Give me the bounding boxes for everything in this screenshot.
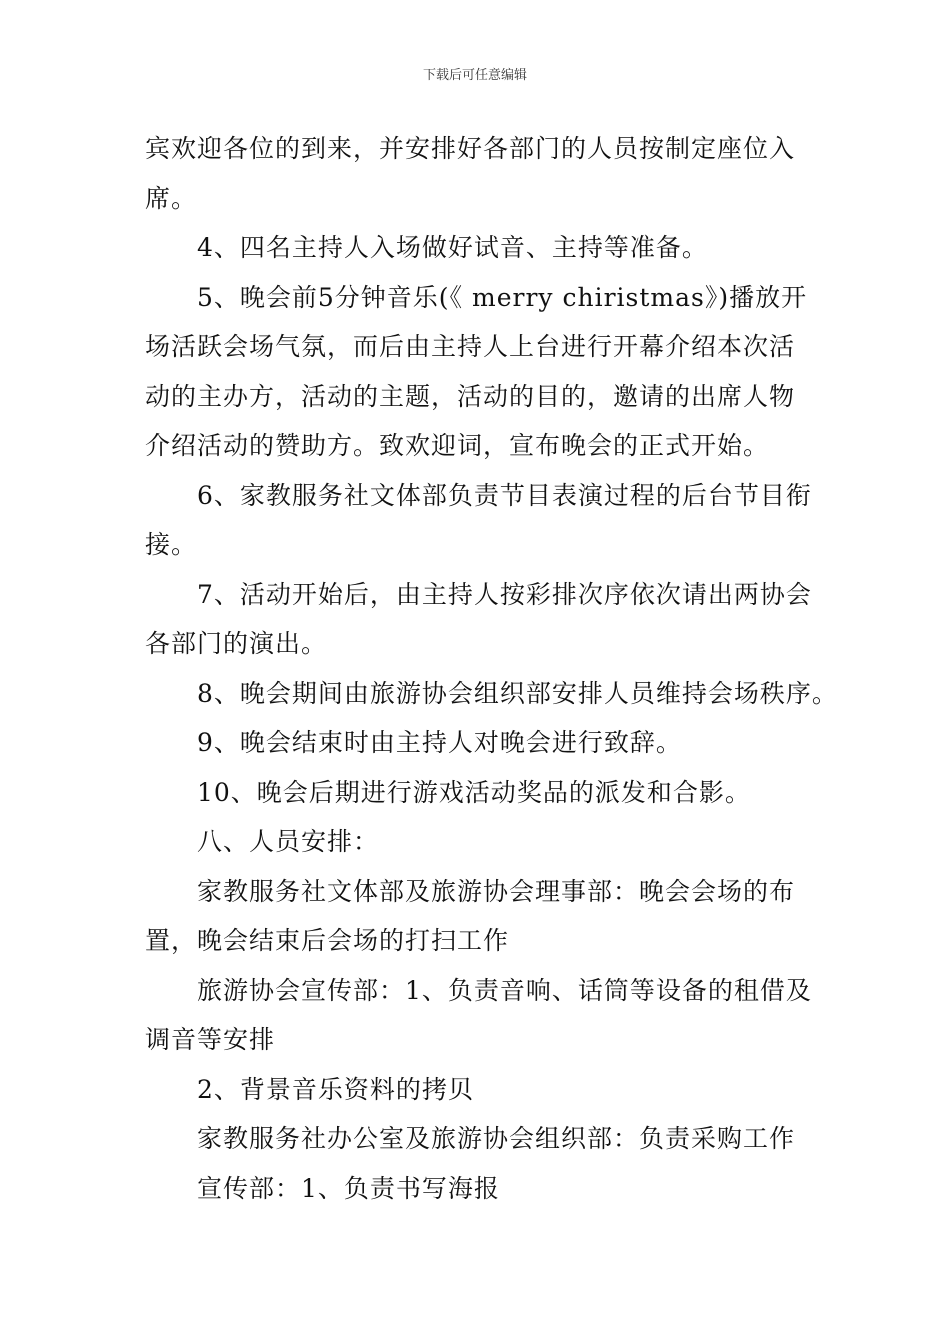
paragraph-line: 宾欢迎各位的到来，并安排好各部门的人员按制定座位入: [145, 134, 796, 163]
paragraph-line: 动的主办方，活动的主题，活动的目的，邀请的出席人物: [145, 381, 796, 411]
paragraph-line: 场活跃会场气氛，而后由主持人上台进行开幕介绍本次活: [145, 332, 796, 361]
paragraph-line: 10、晚会后期进行游戏活动奖品的派发和合影。: [197, 777, 751, 807]
document-body: [145, 124, 838, 1213]
paragraph-line: 调音等安排: [145, 1025, 276, 1054]
paragraph-line: 2、背景音乐资料的拷贝: [197, 1074, 474, 1104]
paragraph-line: 6、家教服务社文体部负责节目表演过程的后台节目衔: [197, 480, 812, 510]
paragraph-line: 7、活动开始后，由主持人按彩排次序依次请出两协会: [197, 579, 812, 609]
paragraph-line: 席。: [145, 183, 198, 213]
paragraph-line: 宣传部：1、负责书写海报: [197, 1173, 500, 1203]
paragraph-line: 介绍活动的赞助方。致欢迎词，宣布晚会的正式开始。: [145, 431, 770, 460]
paragraph-line: 旅游协会宣传部：1、负责音响、话筒等设备的租借及: [197, 975, 812, 1005]
paragraph-line: 4、四名主持人入场做好试音、主持等准备。: [197, 233, 708, 262]
paragraph-line: 置，晚会结束后会场的打扫工作: [145, 926, 510, 955]
paragraph-line: 5、晚会前5分钟音乐(《 merry chiristmas》)播放开: [197, 282, 808, 312]
section-heading: 八、人员安排：: [197, 827, 380, 856]
page-header: 下载后可任意编辑: [422, 68, 527, 83]
paragraph-line: 家教服务社办公室及旅游协会组织部：负责采购工作: [197, 1124, 796, 1153]
paragraph-line: 9、晚会结束时由主持人对晚会进行致辞。: [197, 728, 682, 757]
paragraph-line: 各部门的演出。: [145, 629, 328, 658]
paragraph-line: 接。: [145, 530, 198, 559]
paragraph-line: 8、晚会期间由旅游协会组织部安排人员维持会场秩序。: [197, 678, 838, 708]
paragraph-line: 家教服务社文体部及旅游协会理事部：晚会会场的布: [197, 876, 796, 906]
